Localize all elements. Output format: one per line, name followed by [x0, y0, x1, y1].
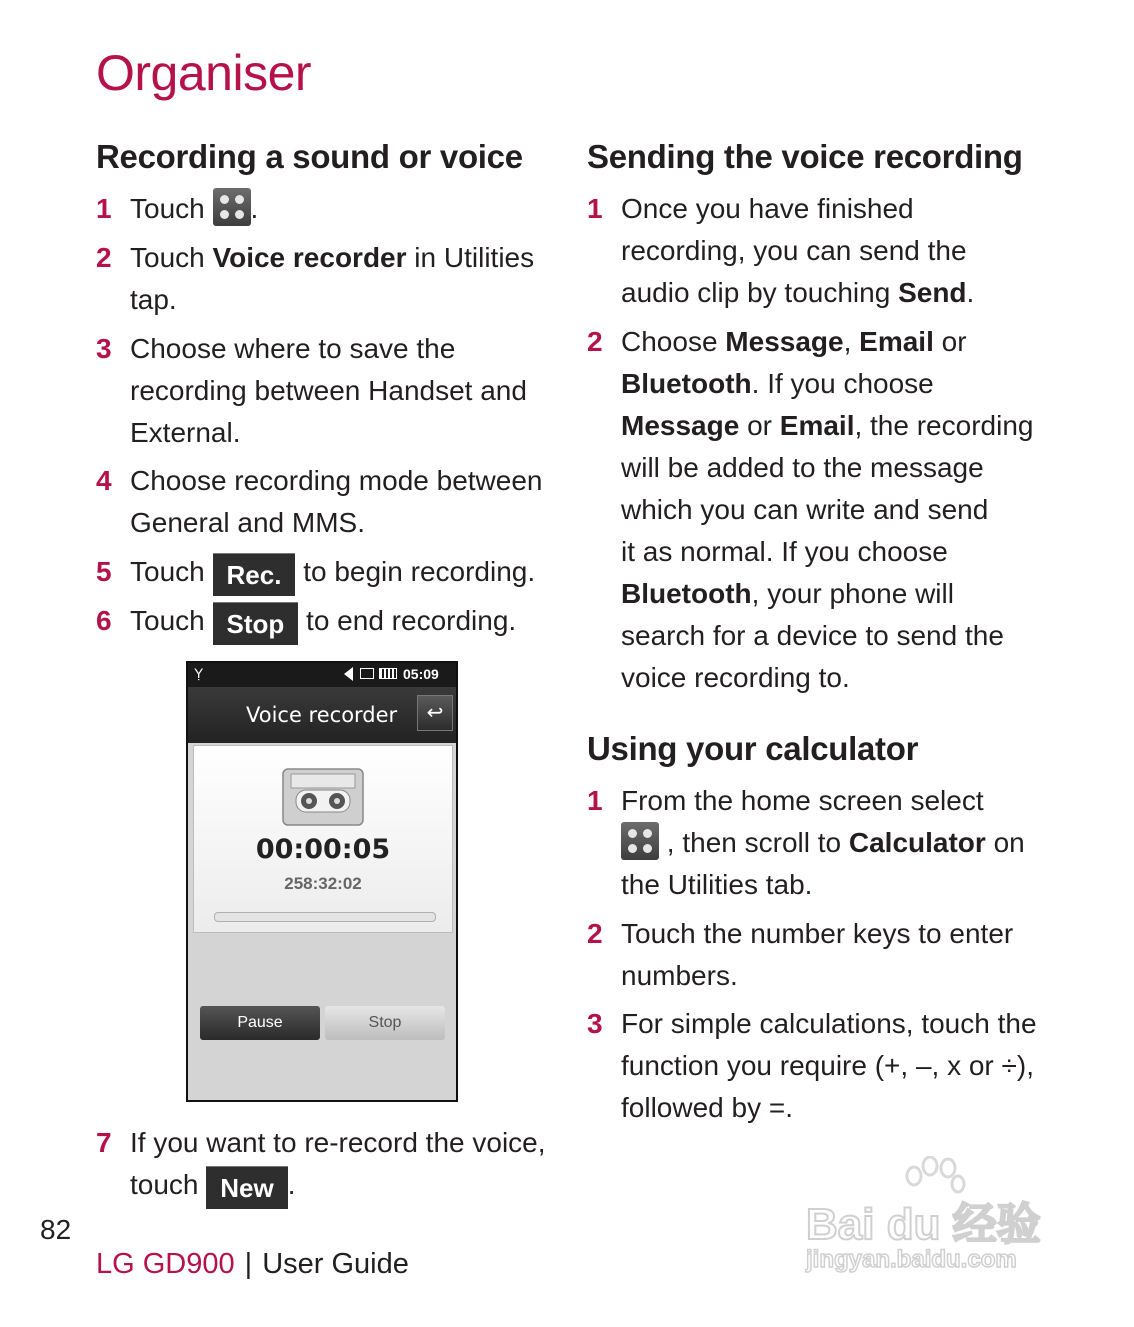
step-number: 3 [96, 333, 112, 364]
footer-model: LG GD900 [96, 1248, 235, 1280]
calc-step-1: 1 From the home screen select , then scroll to Calculator on the Utilities tab. [587, 780, 1107, 906]
phone-screenshot [186, 661, 458, 1102]
menu-grid-icon [621, 822, 659, 860]
step-number: 3 [587, 1008, 603, 1039]
step-number: 6 [96, 605, 112, 636]
step-number: 2 [96, 242, 112, 273]
page-number: 82 [40, 1214, 72, 1245]
menu-grid-icon [213, 188, 251, 226]
stop-button[interactable]: Stop [325, 1006, 445, 1040]
speaker-icon [344, 667, 353, 681]
section-heading-calculator: Using your calculator [587, 730, 919, 767]
step-number: 1 [587, 785, 603, 816]
cassette-icon [282, 768, 364, 826]
step-number: 1 [587, 193, 603, 224]
step-number: 5 [96, 556, 112, 587]
step-number: 1 [96, 193, 112, 224]
step-1: 1 Touch . [96, 188, 566, 230]
calc-step-2: 2 Touch the number keys to enter numbers. [587, 913, 1107, 997]
footer-label: LG GD900 | User Guide [96, 1248, 409, 1280]
step-2: 2 Touch Voice recorder in Utilities tap. [96, 237, 566, 321]
step-number: 7 [96, 1127, 112, 1158]
battery-icon [379, 668, 397, 679]
step-number: 4 [96, 465, 112, 496]
phone-title-bar [188, 687, 456, 743]
step-5: 5 Touch Rec. to begin recording. [96, 551, 566, 593]
step-3: 3 Choose where to save the recording between Handset and External. [96, 328, 566, 454]
elapsed-time: 00:00:05 [255, 834, 391, 865]
step-6: 6 Touch Stop to end recording. [96, 600, 566, 642]
new-button-image: New [206, 1166, 287, 1209]
phone-title: Voice recorder [246, 703, 398, 727]
send-step-1: 1 Once you have finished recording, you can send the audio clip by touching Send. [587, 188, 1107, 314]
page-title: Organiser [96, 45, 312, 101]
baidu-watermark [806, 1180, 1076, 1300]
status-bar [188, 663, 456, 687]
step-number: 2 [587, 918, 603, 949]
step-4: 4 Choose recording mode between General and MMS. [96, 460, 566, 544]
section-heading-sending: Sending the voice recording [587, 138, 1023, 175]
send-step-2: 2 Choose Message, Email or Bluetooth. If you choose Message or Email, the recording will be added to the message which you can write and send it as normal. If you choose Bluetooth, your phone will search for a device to send the voice recording to. [587, 321, 1107, 699]
footer-guide: User Guide [262, 1248, 409, 1280]
status-time: 05:09 [403, 666, 439, 682]
section-heading-recording: Recording a sound or voice [96, 138, 523, 175]
voice-recorder-label: Voice recorder [212, 242, 407, 273]
antenna-icon: Ỵ [194, 665, 204, 681]
watermark-logo: Bai du 经验 [806, 1200, 1041, 1249]
calc-step-3: 3 For simple calculations, touch the function you require (+, –, x or ÷), followed by =. [587, 1003, 1107, 1129]
recorder-panel [193, 745, 453, 933]
pause-button[interactable]: Pause [200, 1006, 320, 1040]
remaining-time: 258:32:02 [284, 874, 362, 893]
back-icon[interactable]: ↩ [417, 695, 453, 731]
step-7: 7 If you want to re-record the voice, touch New . [96, 1122, 566, 1206]
rec-button-image: Rec. [213, 553, 296, 596]
recording-progress-bar [214, 912, 436, 922]
memory-icon [360, 668, 374, 679]
step-number: 2 [587, 326, 603, 357]
stop-button-image: Stop [213, 602, 299, 645]
watermark-url: jingyan.baidu.com [806, 1246, 1017, 1273]
